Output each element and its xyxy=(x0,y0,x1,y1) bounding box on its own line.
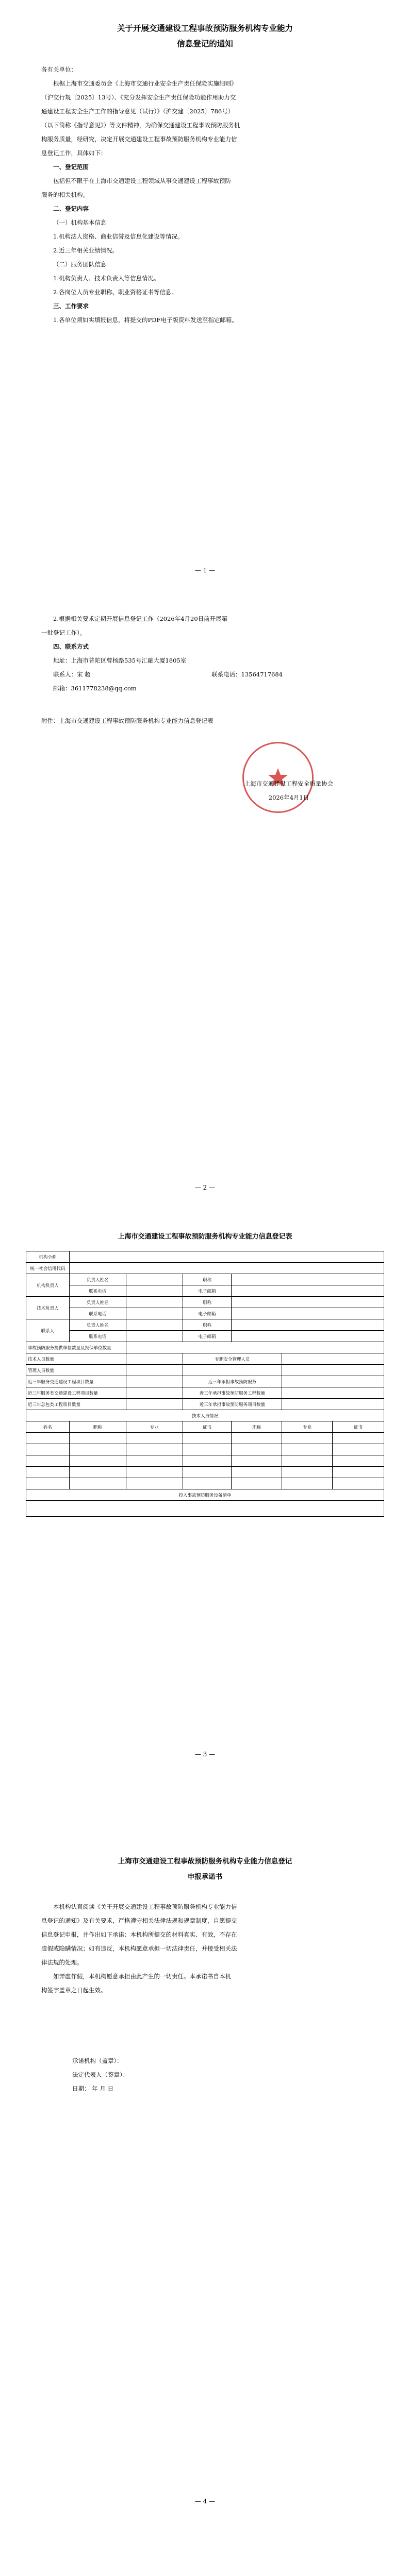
mgmt-extra-field[interactable] xyxy=(282,1365,384,1376)
section-heading: 四、联系方式 xyxy=(53,643,89,650)
label-mgmt-staff: 管理人员数量 xyxy=(26,1365,126,1376)
contact-address: 地址：上海市普陀区曹杨路535号汇融大厦1805室 xyxy=(53,657,187,664)
pledge-date: 日期： 年 月 日 xyxy=(72,2085,113,2092)
tech-count-field[interactable] xyxy=(126,1353,183,1365)
c6-field[interactable] xyxy=(282,1399,384,1410)
page-number: — 1 — xyxy=(194,567,216,574)
requirement-item: 2.根据相关要求定期开展信息登记工作（2026年4月20日前开展第 xyxy=(53,615,228,622)
org-name-field[interactable] xyxy=(69,1251,384,1263)
label-phone: 联系电话 xyxy=(69,1331,126,1342)
scope-line: 服务的相关机构。 xyxy=(41,191,89,198)
pledge-line: 如弄虚作假，本机构愿意承担由此产生的一切责任。本承诺书自本机 xyxy=(53,1973,231,1980)
safety-staff-field[interactable] xyxy=(282,1353,384,1365)
label-name: 负责人姓名 xyxy=(69,1274,126,1285)
label-title: 职称 xyxy=(183,1274,232,1285)
sub-heading: （二）服务团队信息 xyxy=(53,261,107,268)
page-3 xyxy=(0,1210,410,1776)
pledge-line: 虚假或隐瞒情况；如有违反，本机构愿意承担一切法律责任，并接受相关法 xyxy=(41,1945,237,1952)
insured-count-field[interactable] xyxy=(126,1342,384,1353)
table-row xyxy=(26,1444,384,1455)
table-row xyxy=(26,1478,384,1489)
label-credit-code: 统一社会信用代码 xyxy=(26,1263,70,1274)
pledge-org-sign: 承诺机构（盖章）： xyxy=(72,2057,123,2064)
content-item: 1.机构负责人、技术负责人等信息情况。 xyxy=(53,275,160,282)
contact-name: 联系人：宋 超 xyxy=(53,671,91,678)
contact-phone: 联系电话：13564717684 xyxy=(211,671,283,678)
c1-field[interactable] xyxy=(126,1376,183,1387)
contact-title-field[interactable] xyxy=(232,1319,384,1331)
col-header: 证书 xyxy=(333,1421,384,1433)
label-org-name: 机构全称 xyxy=(26,1251,70,1263)
label-contact: 联系人 xyxy=(26,1319,70,1342)
contact-email: 邮箱：3611778238@qq.com xyxy=(53,685,137,692)
salutation: 各有关单位： xyxy=(41,66,77,73)
pledge-line: 息登记的通知》及有关要求，严格遵守相关法律法规和规章制度，自愿提交 xyxy=(41,1917,237,1924)
label-c5: 近三年总包类工程项目数量 xyxy=(26,1399,126,1410)
intro-line: 通建设工程安全生产工作的指导意见（试行）》（沪交建〔2025〕786号） xyxy=(41,108,234,115)
page-2 xyxy=(0,591,410,1210)
col-header: 职称 xyxy=(69,1421,126,1433)
attachment-line: 附件：上海市交通建设工程事故预防服务机构专业能力信息登记表 xyxy=(41,717,214,724)
content-item: 1.机构法人资格、商业信誉及信息化建设等情况。 xyxy=(53,233,184,240)
pledge-line: 律法规的处理。 xyxy=(41,1959,83,1966)
label-insured-count: 事故预防服务提供单位数量及投保单位数量 xyxy=(26,1342,126,1353)
label-c4: 近三年承担事故预防服务工程数量 xyxy=(183,1387,282,1399)
page-4 xyxy=(0,1776,410,2523)
notice-title: 关于开展交通建设工程事故预防服务机构专业能力 xyxy=(117,24,293,33)
label-title: 职称 xyxy=(183,1297,232,1308)
pledge-legal-sign: 法定代表人（签章）： xyxy=(72,2071,129,2078)
label-name: 负责人姓名 xyxy=(69,1297,126,1308)
label-email: 电子邮箱 xyxy=(183,1285,232,1297)
c2-field[interactable] xyxy=(282,1376,384,1387)
pledge-line: 信息登记申报，并作出如下承诺：本机构所提交的材料真实、有效，不存在 xyxy=(41,1931,237,1938)
blank-cell xyxy=(183,1365,282,1376)
c4-field[interactable] xyxy=(282,1387,384,1399)
credit-code-field[interactable] xyxy=(69,1263,384,1274)
label-tech-head: 技术负责人 xyxy=(26,1297,70,1319)
requirement-item: 1.各单位须如实填报信息，将提交的PDF电子版资料发送至指定邮箱。 xyxy=(53,316,238,324)
org-head-email[interactable] xyxy=(232,1285,384,1297)
equipment-header: 投入事故预防服务设备清单 xyxy=(26,1489,384,1501)
page-number: — 2 — xyxy=(194,1184,216,1191)
tech-head-phone[interactable] xyxy=(126,1308,183,1319)
org-head-phone[interactable] xyxy=(126,1285,183,1297)
intro-line: （以下简称《指导意见》）等文件精神，为确保交通建设工程事故预防服务机 xyxy=(41,122,240,129)
label-safety-staff: 专职安全管理人员 xyxy=(183,1353,282,1365)
label-email: 电子邮箱 xyxy=(183,1331,232,1342)
org-head-name[interactable] xyxy=(126,1274,183,1285)
label-tech-count: 技术人员数量 xyxy=(26,1353,126,1365)
col-header: 姓名 xyxy=(26,1421,70,1433)
label-c3: 近三年服务类交通建设工程项目数量 xyxy=(26,1387,126,1399)
pledge-line: 本机构认真阅读《关于开展交通建设工程事故预防服务机构专业能力信 xyxy=(53,1903,237,1910)
table-row xyxy=(26,1467,384,1478)
mgmt-staff-field[interactable] xyxy=(126,1365,183,1376)
page-5 xyxy=(0,2523,410,2576)
scope-line: 包括但不限于在上海市交通建设工程领域从事交通建设工程事故预防 xyxy=(53,177,231,184)
notice-title-line2: 信息登记的通知 xyxy=(177,39,233,48)
col-header: 专业 xyxy=(282,1421,333,1433)
sub-heading: （一）机构基本信息 xyxy=(53,219,107,226)
contact-name-field[interactable] xyxy=(126,1319,183,1331)
form-title: 上海市交通建设工程事故预防服务机构专业能力信息登记表 xyxy=(118,1233,292,1241)
intro-line: 息登记工作，具体如下： xyxy=(41,149,107,157)
intro-line: 构服务质量，经研究，决定开展交通建设工程事故预防服务机构专业能力信 xyxy=(41,135,237,143)
page-number: — 3 — xyxy=(194,1751,216,1758)
org-head-title[interactable] xyxy=(232,1274,384,1285)
col-header: 专业 xyxy=(126,1421,183,1433)
pledge-title: 上海市交通建设工程事故预防服务机构专业能力信息登记 xyxy=(118,1857,292,1866)
pledge-subtitle: 申报承诺书 xyxy=(187,1873,223,1881)
requirement-item: 一批登记工作）。 xyxy=(41,629,86,636)
table-row xyxy=(26,1433,384,1444)
tech-head-title[interactable] xyxy=(232,1297,384,1308)
label-c6: 近三年承担事故预防服务项目数量 xyxy=(183,1399,282,1410)
pledge-line: 构签字盖章之日起生效。 xyxy=(41,1987,107,1994)
signer: 上海市交通建设工程安全质量协会 xyxy=(244,780,334,787)
c5-field[interactable] xyxy=(126,1399,183,1410)
section-heading: 一、登记范围 xyxy=(53,163,89,171)
label-phone: 联系电话 xyxy=(69,1308,126,1319)
intro-line: 根据上海市交通委员会《上海市交通行业安全生产责任保险实施细则》 xyxy=(53,80,237,87)
section-heading: 二、登记内容 xyxy=(53,205,89,212)
content-item: 2.各岗位人员专业职称、职业资格证书等信息。 xyxy=(53,289,177,296)
col-header: 职称 xyxy=(232,1421,282,1433)
content-item: 2.近三年相关业绩情况。 xyxy=(53,247,118,254)
equipment-field[interactable] xyxy=(26,1501,384,1517)
intro-line: （沪交行规〔2025〕13号）、《充分发挥安全生产责任保险功能作用助力交 xyxy=(41,94,236,101)
label-name: 负责人姓名 xyxy=(69,1319,126,1331)
label-email: 电子邮箱 xyxy=(183,1308,232,1319)
registration-form xyxy=(26,1251,384,1517)
section-heading: 三、工作要求 xyxy=(53,302,89,310)
team-header: 技术人员情况 xyxy=(26,1410,384,1421)
table-row xyxy=(26,1455,384,1467)
col-header: 证书 xyxy=(183,1421,232,1433)
label-c2: 近三年承担事故预防服务 xyxy=(183,1376,282,1387)
label-phone: 联系电话 xyxy=(69,1285,126,1297)
page-number: — 4 — xyxy=(194,2498,216,2505)
tech-head-email[interactable] xyxy=(232,1308,384,1319)
label-c1: 近三年服务交通建设工程项目数量 xyxy=(26,1376,126,1387)
label-org-head: 机构负责人 xyxy=(26,1274,70,1297)
label-title: 职称 xyxy=(183,1319,232,1331)
contact-phone-field[interactable] xyxy=(126,1331,183,1342)
tech-head-name[interactable] xyxy=(126,1297,183,1308)
issue-date: 2026年4月1日 xyxy=(268,794,309,801)
page-1 xyxy=(0,0,410,591)
c3-field[interactable] xyxy=(126,1387,183,1399)
contact-email-field[interactable] xyxy=(232,1331,384,1342)
